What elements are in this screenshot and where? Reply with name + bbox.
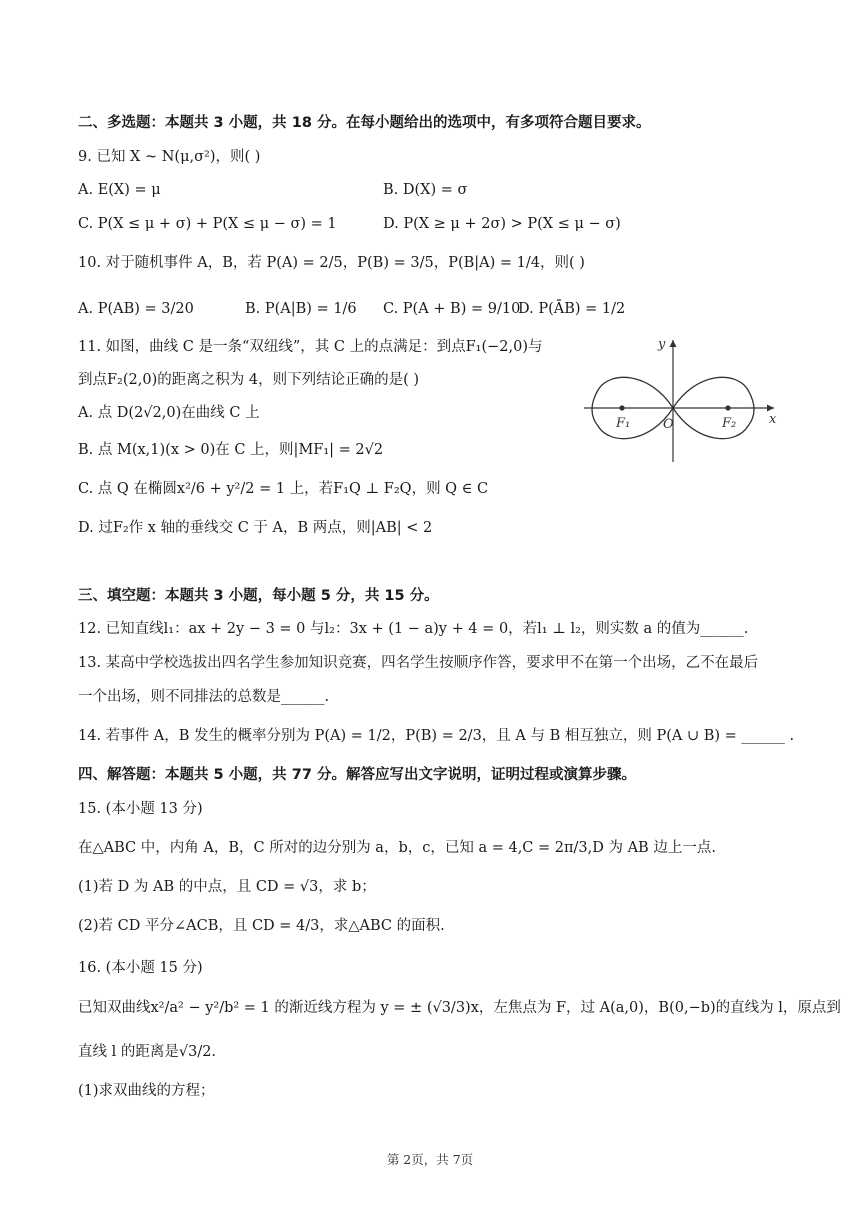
question-13-line-2: 一个出场，则不同排法的总数是______.: [78, 689, 330, 705]
f1-label: F₁: [616, 416, 631, 431]
q11-option-b: B. 点 M(x,1)(x > 0)在 C 上，则|MF₁| = 2√2: [78, 442, 384, 458]
q10-option-b: B. P(A|B) = 1/6: [245, 301, 357, 317]
x-axis-label: x: [769, 412, 777, 427]
question-16-line-1: 已知双曲线x²/a² − y²/b² = 1 的渐近线方程为 y = ± (√3/3)x，左焦点为 F，过 A(a,0)，B(0,−b)的直线为 l，原点到: [78, 1000, 841, 1016]
q11-option-a: A. 点 D(2√2,0)在曲线 C 上: [78, 405, 260, 421]
question-13-line-1: 13. 某高中学校选拔出四名学生参加知识竞赛，四名学生按顺序作答，要求甲不在第一个出场，乙不在最后: [78, 655, 759, 671]
section-2-heading: 二、多选题：本题共 3 小题，共 18 分。在每小题给出的选项中，有多项符合题目要求。: [78, 115, 651, 131]
focus-f1-point: [619, 405, 624, 410]
origin-label: O: [663, 417, 674, 432]
q9-option-b: B. D(X) = σ: [383, 182, 468, 198]
question-16-line-2: 直线 l 的距离是√3/2.: [78, 1044, 217, 1060]
q9-option-c: C. P(X ≤ μ + σ) + P(X ≤ μ − σ) = 1: [78, 216, 337, 232]
question-16-part-1: (1)求双曲线的方程；: [78, 1083, 215, 1099]
question-15-stem: 在△ABC 中，内角 A，B，C 所对的边分别为 a，b，c，已知 a = 4,C = 2π/3,D 为 AB 边上一点.: [78, 840, 716, 856]
q11-option-d: D. 过F₂作 x 轴的垂线交 C 于 A，B 两点，则|AB| < 2: [78, 520, 433, 536]
lemniscate-figure: [580, 332, 785, 467]
question-9-stem: 9. 已知 X ~ N(μ,σ²)，则( ): [78, 149, 261, 165]
question-11-line-1: 11. 如图，曲线 C 是一条“双纽线”，其 C 上的点满足：到点F₁(−2,0)与: [78, 339, 543, 355]
q10-option-c: C. P(A + B) = 9/10: [383, 301, 521, 317]
section-4-heading: 四、解答题：本题共 5 小题，共 77 分。解答应写出文字说明，证明过程或演算步骤。: [78, 767, 636, 783]
f2-label: F₂: [722, 416, 737, 431]
q9-option-d: D. P(X ≥ μ + 2σ) > P(X ≤ μ − σ): [383, 216, 621, 232]
question-16-head: 16. (本小题 15 分): [78, 960, 203, 976]
question-11-line-2: 到点F₂(2,0)的距离之积为 4，则下列结论正确的是( ): [78, 372, 420, 388]
y-axis-label: y: [658, 337, 666, 352]
question-14: 14. 若事件 A，B 发生的概率分别为 P(A) = 1/2，P(B) = 2/3，且 A 与 B 相互独立，则 P(A ∪ B) = ______ .: [78, 728, 795, 744]
section-3-heading: 三、填空题：本题共 3 小题，每小题 5 分，共 15 分。: [78, 588, 439, 604]
q10-option-a: A. P(AB) = 3/20: [78, 301, 194, 317]
question-15-head: 15. (本小题 13 分): [78, 801, 203, 817]
q9-option-a: A. E(X) = μ: [78, 182, 161, 198]
focus-f2-point: [725, 405, 730, 410]
page-footer: 第 2页，共 7页: [386, 1152, 474, 1167]
question-15-part-2: (2)若 CD 平分∠ACB，且 CD = 4/3，求△ABC 的面积.: [78, 918, 445, 934]
q10-option-d: D. P(ĀB) = 1/2: [518, 301, 626, 317]
q11-option-c: C. 点 Q 在椭圆x²/6 + y²/2 = 1 上，若F₁Q ⊥ F₂Q，则 Q ∈ C: [78, 481, 489, 497]
question-10-stem: 10. 对于随机事件 A，B，若 P(A) = 2/5，P(B) = 3/5，P(B|A) = 1/4，则( ): [78, 255, 585, 271]
question-15-part-1: (1)若 D 为 AB 的中点，且 CD = √3，求 b；: [78, 879, 376, 895]
question-12: 12. 已知直线l₁：ax + 2y − 3 = 0 与l₂：3x + (1 − a)y + 4 = 0，若l₁ ⊥ l₂，则实数 a 的值为______.: [78, 621, 749, 637]
